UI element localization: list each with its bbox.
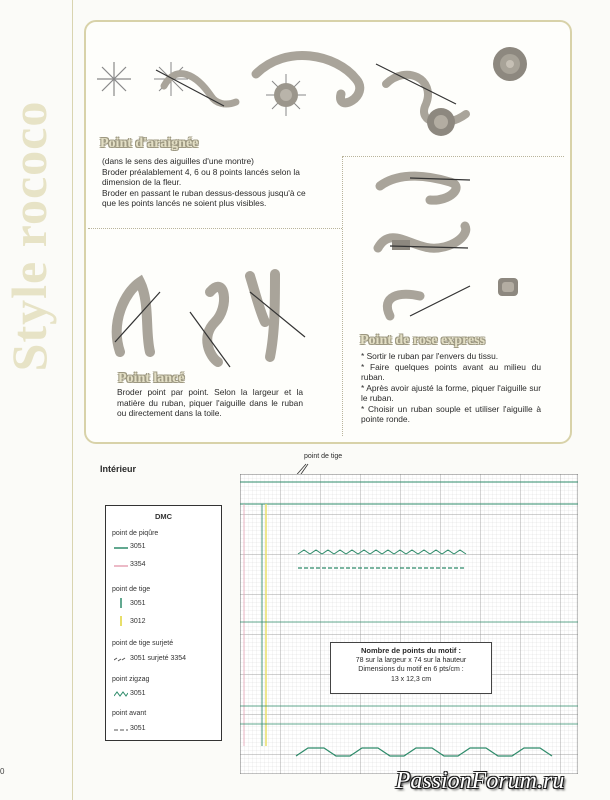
legend-item: 3354 — [130, 561, 146, 568]
araignee-illustrations — [86, 34, 556, 146]
lance-illustrations — [100, 262, 330, 372]
legend-section: point avant — [112, 710, 147, 717]
chart-label: Intérieur — [100, 464, 137, 474]
watermark: PassionForum.ru — [395, 768, 565, 794]
legend-item: 3051 surjeté 3354 — [130, 655, 187, 662]
legend-box — [105, 505, 222, 741]
legend-item: 3051 — [130, 600, 146, 607]
rose-title: Point de rose express — [360, 333, 486, 348]
page-number: 0 — [0, 767, 5, 776]
divider-h2 — [342, 156, 564, 157]
legend-item: 3051 — [130, 690, 146, 697]
divider-h — [88, 228, 342, 229]
info-line-1: 78 sur la largeur x 74 sur la hauteur — [355, 656, 467, 664]
stitch-chart — [240, 474, 578, 774]
legend-section: point zigzag — [112, 676, 150, 683]
rose-step-3: * Après avoir ajusté la forme, piquer l'aiguille sur le ruban. — [361, 382, 541, 403]
rose-step-4: * Choisir un ruban souple et utiliser l'aiguille à pointe ronde. — [361, 403, 541, 424]
lance-title: Point lancé — [118, 371, 185, 386]
legend-symbol — [114, 616, 128, 626]
rose-list — [361, 351, 541, 425]
divider-v — [342, 156, 343, 436]
info-line-2: Dimensions du motif en 6 pts/cm : — [358, 666, 464, 673]
info-title: Nombre de points du motif : — [361, 646, 461, 655]
legend-symbol — [114, 691, 128, 697]
info-line-3: 13 x 12,3 cm — [390, 675, 432, 683]
legend-symbol — [114, 657, 128, 663]
rose-illustrations — [370, 166, 550, 326]
araignee-text2: Broder en passant le ruban dessus-dessous jusqu'à ce que les points lancés ne soient plus visibles. — [102, 187, 306, 208]
araignee-desc — [102, 156, 312, 209]
legend-item: 3051 — [130, 725, 146, 732]
legend-symbol — [114, 545, 128, 551]
chart-grid — [240, 474, 578, 774]
araignee-subtitle: (dans le sens des aiguilles d'une montre) — [102, 156, 254, 166]
legend-title: DMC — [154, 512, 173, 521]
rose-step-2: * Faire quelques points avant au milieu du ruban. — [361, 361, 541, 382]
legend-symbol — [114, 727, 128, 733]
legend-item: 3012 — [130, 618, 146, 625]
lance-text: Broder point par point. Selon la largeur et la matière du ruban, piquer l'aiguille dans le ruban ou directement dans la toile. — [117, 387, 303, 418]
araignee-title: Point d'araignée — [100, 136, 199, 151]
legend-section: point de tige — [112, 586, 151, 593]
margin-rule — [72, 0, 73, 800]
legend-item: 3051 — [130, 543, 146, 550]
rose-step-1: * Sortir le ruban par l'envers du tissu. — [361, 351, 499, 361]
side-title: Style rococo — [1, 100, 57, 372]
stem-stitch-callout: point de tige — [304, 453, 343, 460]
legend-section: point de piqûre — [112, 530, 159, 537]
araignee-text: Broder préalablement 4, 6 ou 8 points lancés selon la dimension de la fleur. — [102, 166, 300, 187]
info-box — [330, 642, 492, 694]
legend-section: point de tige surjeté — [112, 640, 174, 647]
legend-symbol — [114, 563, 128, 569]
legend-symbol — [114, 598, 128, 608]
